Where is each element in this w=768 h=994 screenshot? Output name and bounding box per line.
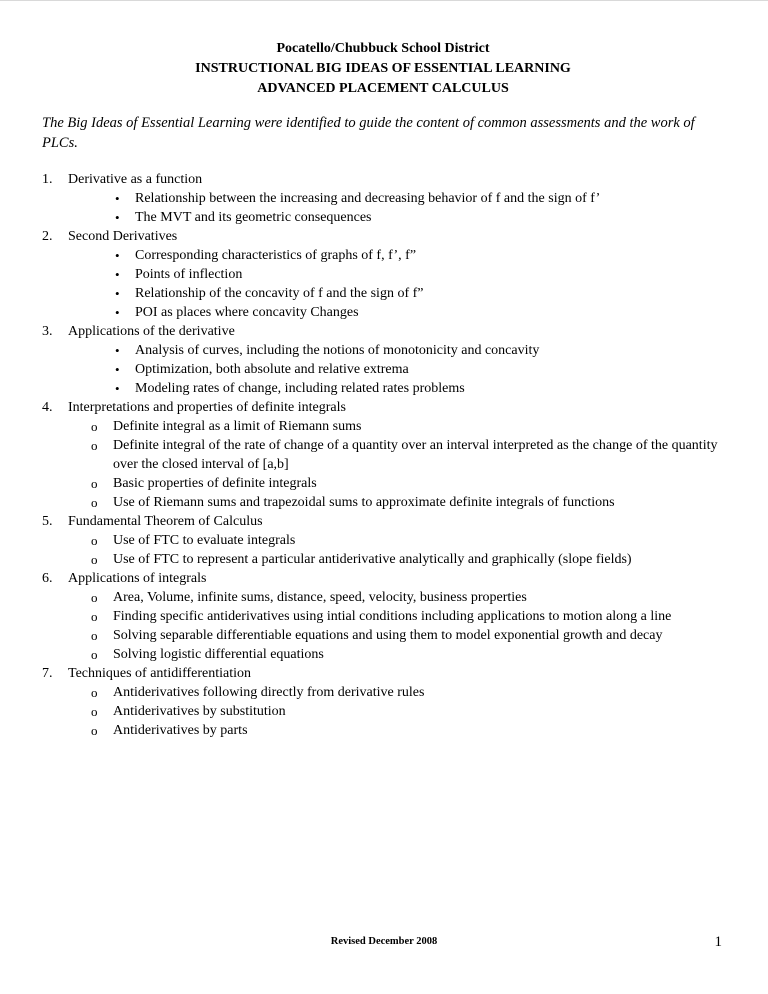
item-text: POI as places where concavity Changes	[135, 305, 359, 320]
section-title: Interpretations and properties of definite integrals	[68, 400, 346, 415]
item-text: Corresponding characteristics of graphs of f, f’, f”	[135, 248, 417, 263]
circle-bullet-icon: o	[91, 704, 98, 719]
list-item	[42, 550, 724, 569]
section-items	[42, 588, 724, 664]
item-text: Points of inflection	[135, 267, 243, 282]
list-item	[42, 208, 724, 227]
list-item	[42, 683, 724, 702]
document-footer	[0, 932, 768, 952]
section-items	[42, 417, 724, 512]
section-3	[42, 322, 724, 398]
item-text: Antiderivatives by substitution	[113, 704, 286, 719]
disc-bullet-icon: •	[115, 343, 120, 358]
item-text: Relationship of the concavity of f and the sign of f”	[135, 286, 424, 301]
intro-paragraph: The Big Ideas of Essential Learning were identified to guide the content of common assessments and the work of PLCs.	[42, 115, 695, 151]
circle-bullet-icon: o	[91, 685, 98, 700]
item-text: Solving logistic differential equations	[113, 647, 324, 662]
section-4	[42, 398, 724, 512]
item-text: Antiderivatives following directly from derivative rules	[113, 685, 425, 700]
item-text: Definite integral of the rate of change of a quantity over an interval interpreted as the change of the quantity over the closed interval of [a,b]	[113, 438, 718, 472]
list-item	[42, 360, 724, 379]
list-item	[42, 189, 724, 208]
section-head	[42, 664, 724, 683]
section-number: 1.	[42, 172, 53, 187]
disc-bullet-icon: •	[115, 381, 120, 396]
list-item	[42, 265, 724, 284]
list-item	[42, 379, 724, 398]
item-text: Analysis of curves, including the notions of monotonicity and concavity	[135, 343, 540, 358]
section-head	[42, 398, 724, 417]
disc-bullet-icon: •	[115, 362, 120, 377]
circle-bullet-icon: o	[91, 723, 98, 738]
disc-bullet-icon: •	[115, 305, 120, 320]
section-head	[42, 569, 724, 588]
course-title: ADVANCED PLACEMENT CALCULUS	[257, 81, 509, 96]
list-item	[42, 493, 724, 512]
circle-bullet-icon: o	[91, 552, 98, 567]
circle-bullet-icon: o	[91, 609, 98, 624]
list-item	[42, 702, 724, 721]
list-item	[42, 474, 724, 493]
disc-bullet-icon: •	[115, 248, 120, 263]
list-item	[42, 417, 724, 436]
item-text: Antiderivatives by parts	[113, 723, 248, 738]
item-text: Use of Riemann sums and trapezoidal sums to approximate definite integrals of functions	[113, 495, 615, 510]
revised-date: Revised December 2008	[330, 936, 438, 947]
section-title: Derivative as a function	[68, 172, 203, 187]
section-number: 4.	[42, 400, 53, 415]
document-header	[42, 39, 724, 99]
circle-bullet-icon: o	[91, 419, 98, 434]
disc-bullet-icon: •	[115, 210, 120, 225]
item-text: Solving separable differentiable equations and using them to model exponential growth and decay	[113, 628, 663, 643]
document-title: INSTRUCTIONAL BIG IDEAS OF ESSENTIAL LEARNING	[195, 61, 571, 76]
list-item	[42, 645, 724, 664]
circle-bullet-icon: o	[91, 590, 98, 605]
district-title: Pocatello/Chubbuck School District	[276, 41, 490, 56]
item-text: Modeling rates of change, including related rates problems	[135, 381, 465, 396]
list-item	[42, 246, 724, 265]
list-item	[42, 284, 724, 303]
section-1	[42, 170, 724, 227]
section-number: 6.	[42, 571, 53, 586]
section-6	[42, 569, 724, 664]
circle-bullet-icon: o	[91, 628, 98, 643]
list-item	[42, 607, 724, 626]
section-items	[42, 341, 724, 398]
big-ideas-list	[42, 170, 724, 740]
list-item	[42, 341, 724, 360]
item-text: Relationship between the increasing and decreasing behavior of f and the sign of f’	[135, 191, 601, 206]
section-title: Techniques of antidifferentiation	[68, 666, 252, 681]
disc-bullet-icon: •	[115, 267, 120, 282]
circle-bullet-icon: o	[91, 495, 98, 510]
section-head	[42, 512, 724, 531]
section-5	[42, 512, 724, 569]
circle-bullet-icon: o	[91, 647, 98, 662]
section-title: Applications of the derivative	[68, 324, 235, 339]
item-text: The MVT and its geometric consequences	[135, 210, 372, 225]
section-number: 3.	[42, 324, 53, 339]
section-head	[42, 322, 724, 341]
item-text: Area, Volume, infinite sums, distance, speed, velocity, business properties	[113, 590, 527, 605]
section-title: Fundamental Theorem of Calculus	[68, 514, 263, 529]
section-number: 2.	[42, 229, 53, 244]
list-item	[42, 303, 724, 322]
circle-bullet-icon: o	[91, 533, 98, 548]
section-title: Second Derivatives	[68, 229, 178, 244]
item-text: Use of FTC to evaluate integrals	[113, 533, 296, 548]
item-text: Definite integral as a limit of Riemann sums	[113, 419, 362, 434]
list-item	[42, 626, 724, 645]
section-number: 7.	[42, 666, 53, 681]
list-item	[42, 721, 724, 740]
section-head	[42, 227, 724, 246]
list-item	[42, 531, 724, 550]
section-head	[42, 170, 724, 189]
disc-bullet-icon: •	[115, 191, 120, 206]
section-7	[42, 664, 724, 740]
section-2	[42, 227, 724, 322]
section-title: Applications of integrals	[68, 571, 207, 586]
circle-bullet-icon: o	[91, 476, 98, 491]
item-text: Optimization, both absolute and relative extrema	[135, 362, 409, 377]
item-text: Use of FTC to represent a particular antiderivative analytically and graphically (slope fields)	[113, 552, 632, 567]
disc-bullet-icon: •	[115, 286, 120, 301]
section-items	[42, 246, 724, 322]
section-items	[42, 189, 724, 227]
section-items	[42, 683, 724, 740]
section-items	[42, 531, 724, 569]
item-text: Finding specific antiderivatives using intial conditions including applications to motion along a line	[113, 609, 672, 624]
list-item	[42, 436, 724, 474]
list-item	[42, 588, 724, 607]
page-number: 1	[714, 934, 722, 950]
item-text: Basic properties of definite integrals	[113, 476, 317, 491]
circle-bullet-icon: o	[91, 438, 98, 453]
section-number: 5.	[42, 514, 53, 529]
